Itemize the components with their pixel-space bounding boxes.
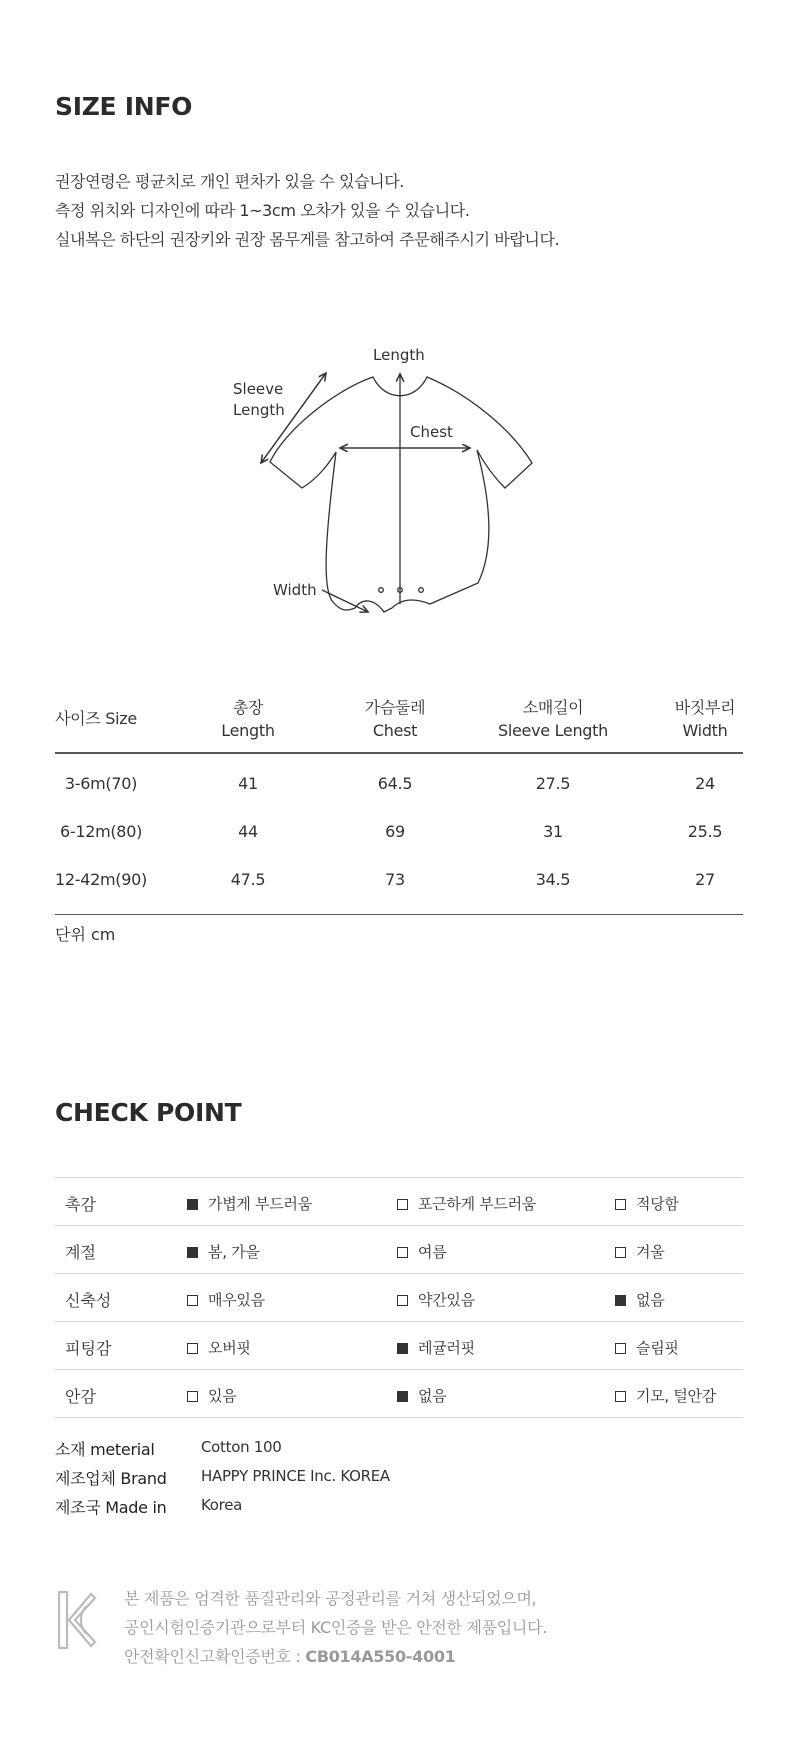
check-point-table xyxy=(55,1177,743,1418)
checked-box-icon xyxy=(615,1295,626,1306)
cell-length: 44 xyxy=(238,822,258,841)
header-chest-en: Chest xyxy=(372,721,418,740)
empty-box-icon xyxy=(187,1391,198,1402)
width-arrow xyxy=(322,590,368,612)
note-line: 권장연령은 평균치로 개인 편차가 있을 수 있습니다. xyxy=(55,172,404,191)
option-label: 겨울 xyxy=(636,1243,665,1261)
notice-line: 본 제품은 엄격한 품질관리와 공정관리를 거쳐 생산되었으며, xyxy=(124,1589,537,1608)
certificate-code: CB014A550-4001 xyxy=(305,1647,456,1666)
size-table-footer-line xyxy=(55,914,743,915)
check-option xyxy=(187,1337,251,1358)
check-option xyxy=(615,1193,679,1214)
diagram-sleeve-label-1: Sleeve xyxy=(233,380,284,398)
empty-box-icon xyxy=(615,1343,626,1354)
check-option xyxy=(615,1385,716,1406)
table-row xyxy=(55,808,743,856)
check-option xyxy=(187,1385,236,1406)
check-option xyxy=(397,1337,475,1358)
option-label: 오버핏 xyxy=(208,1339,251,1357)
checked-box-icon xyxy=(187,1199,198,1210)
option-label: 있음 xyxy=(208,1387,237,1405)
diagram-length-label: Length xyxy=(373,346,425,364)
empty-box-icon xyxy=(187,1295,198,1306)
check-row-fit xyxy=(55,1322,743,1370)
table-row xyxy=(55,856,743,904)
cell-length: 41 xyxy=(238,774,258,793)
option-label: 없음 xyxy=(418,1387,447,1405)
material-value: Korea xyxy=(201,1496,243,1514)
size-table-header xyxy=(55,690,743,754)
material-key: 제조국 Made in xyxy=(55,1498,167,1517)
check-label: 신축성 xyxy=(65,1291,112,1310)
check-row-texture xyxy=(55,1178,743,1226)
cell-length: 47.5 xyxy=(230,870,266,889)
header-width xyxy=(665,696,745,742)
size-info-notes xyxy=(55,167,559,254)
check-label: 안감 xyxy=(65,1387,96,1406)
check-option xyxy=(397,1193,536,1214)
material-key: 제조업체 Brand xyxy=(55,1469,167,1488)
check-option xyxy=(187,1289,265,1310)
snap-icon xyxy=(379,588,384,593)
cell-width: 27 xyxy=(695,870,715,889)
check-label: 촉감 xyxy=(65,1195,96,1214)
notice-line xyxy=(124,1642,547,1671)
option-label: 슬림핏 xyxy=(636,1339,679,1357)
note-line: 실내복은 하단의 권장키와 권장 몸무게를 참고하여 주문해주시기 바랍니다. xyxy=(55,230,560,249)
empty-box-icon xyxy=(187,1343,198,1354)
option-label: 레귤러핏 xyxy=(418,1339,475,1357)
option-label: 포근하게 부드러움 xyxy=(418,1195,536,1213)
check-point-title: CHECK POINT xyxy=(55,1098,242,1127)
material-value: Cotton 100 xyxy=(201,1438,282,1456)
header-chest xyxy=(345,696,445,742)
header-length xyxy=(198,696,298,742)
check-option xyxy=(397,1385,446,1406)
header-length-ko: 총장 xyxy=(232,698,264,717)
snap-icon xyxy=(419,588,424,593)
note-line: 측정 위치와 디자인에 따라 1~3cm 오차가 있을 수 있습니다. xyxy=(55,201,470,220)
check-label: 계절 xyxy=(65,1243,96,1262)
diagram-sleeve-label xyxy=(233,379,285,421)
option-label: 봄, 가을 xyxy=(208,1243,260,1261)
option-label: 기모, 털안감 xyxy=(636,1387,716,1405)
garment-outline xyxy=(270,377,532,612)
size-info-title: SIZE INFO xyxy=(55,92,193,121)
cell-sleeve: 27.5 xyxy=(535,774,571,793)
option-label: 여름 xyxy=(418,1243,447,1261)
diagram-sleeve-label-2: Length xyxy=(233,401,285,419)
check-row-stretch xyxy=(55,1274,743,1322)
check-option xyxy=(615,1241,664,1262)
cell-width: 24 xyxy=(695,774,715,793)
header-width-ko: 바짓부리 xyxy=(674,698,736,717)
option-label: 매우있음 xyxy=(208,1291,265,1309)
cell-chest: 64.5 xyxy=(377,774,413,793)
material-value: HAPPY PRINCE Inc. KOREA xyxy=(201,1467,390,1485)
notice-line: 공인시험인증기관으로부터 KC인증을 받은 안전한 제품입니다. xyxy=(124,1618,548,1637)
empty-box-icon xyxy=(615,1199,626,1210)
option-label: 없음 xyxy=(636,1291,665,1309)
checked-box-icon xyxy=(187,1247,198,1258)
check-option xyxy=(615,1337,679,1358)
empty-box-icon xyxy=(397,1295,408,1306)
checked-box-icon xyxy=(397,1391,408,1402)
unit-label: 단위 cm xyxy=(55,925,116,944)
header-length-en: Length xyxy=(221,721,275,740)
check-row-lining xyxy=(55,1370,743,1418)
check-option xyxy=(187,1193,312,1214)
table-row xyxy=(55,760,743,808)
option-label: 가볍게 부드러움 xyxy=(208,1195,312,1213)
header-size: 사이즈 Size xyxy=(55,709,137,728)
header-chest-ko: 가슴둘레 xyxy=(364,698,426,717)
kc-notice xyxy=(124,1584,547,1671)
cell-size: 6-12m(80) xyxy=(59,822,143,841)
check-option xyxy=(615,1289,664,1310)
cell-sleeve: 34.5 xyxy=(535,870,571,889)
empty-box-icon xyxy=(615,1247,626,1258)
cell-width: 25.5 xyxy=(687,822,723,841)
check-option xyxy=(187,1241,260,1262)
cell-chest: 73 xyxy=(385,870,405,889)
header-sleeve-en: Sleeve Length xyxy=(498,721,608,740)
check-option xyxy=(397,1241,446,1262)
header-width-en: Width xyxy=(682,721,728,740)
cell-size: 12-42m(90) xyxy=(55,870,147,889)
diagram-chest-label: Chest xyxy=(410,423,453,441)
check-row-season xyxy=(55,1226,743,1274)
cell-chest: 69 xyxy=(385,822,405,841)
material-key: 소재 meterial xyxy=(55,1440,155,1459)
header-sleeve xyxy=(483,696,623,742)
check-option xyxy=(397,1289,475,1310)
option-label: 약간있음 xyxy=(418,1291,475,1309)
option-label: 적당함 xyxy=(636,1195,679,1213)
kc-mark-icon xyxy=(57,1590,97,1650)
size-table xyxy=(55,690,743,915)
checked-box-icon xyxy=(397,1343,408,1354)
header-sleeve-ko: 소매길이 xyxy=(522,698,584,717)
check-label: 피팅감 xyxy=(65,1339,112,1358)
cell-size: 3-6m(70) xyxy=(64,774,138,793)
empty-box-icon xyxy=(397,1199,408,1210)
cell-sleeve: 31 xyxy=(543,822,563,841)
certificate-label: 안전확인신고확인증번호 : xyxy=(124,1647,306,1666)
diagram-width-label: Width xyxy=(273,581,317,599)
empty-box-icon xyxy=(397,1247,408,1258)
empty-box-icon xyxy=(615,1391,626,1402)
